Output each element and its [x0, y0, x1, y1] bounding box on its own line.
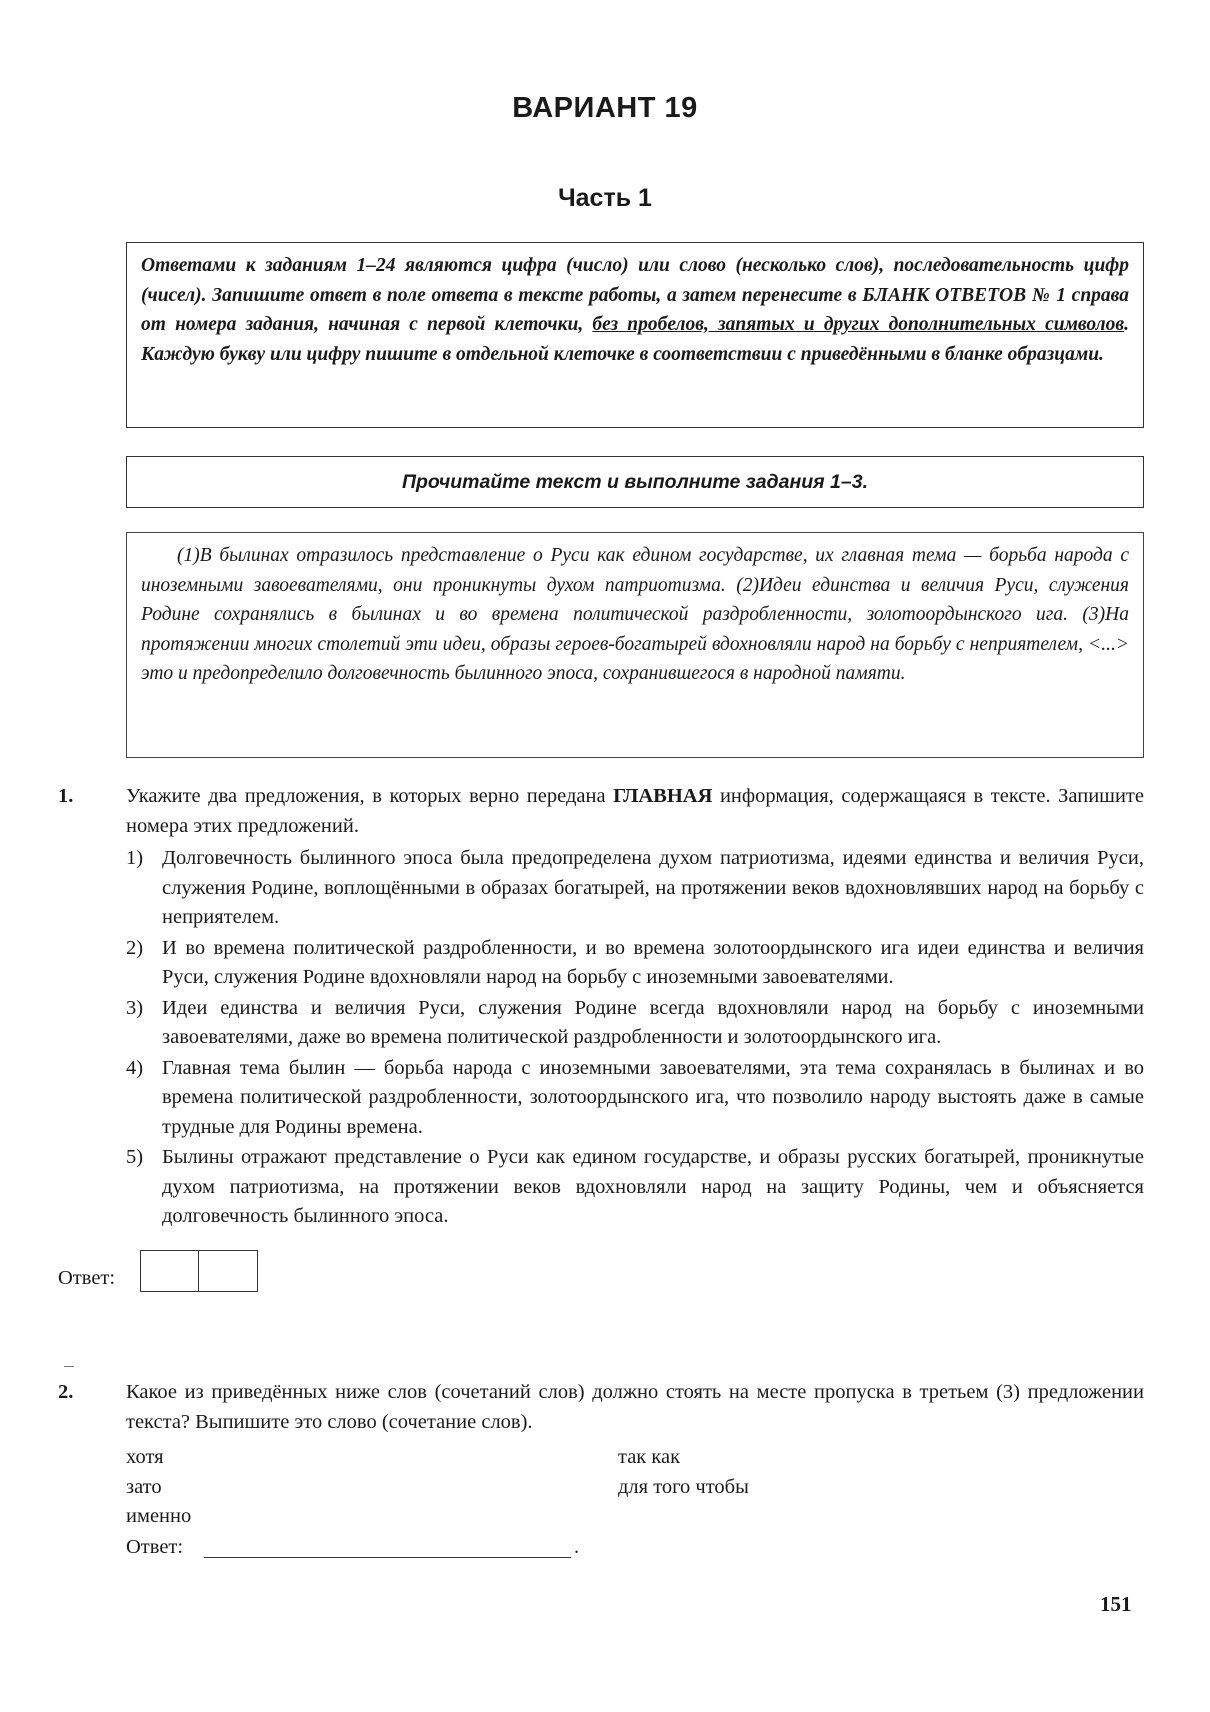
word-option: так как [618, 1446, 681, 1468]
task-prompt [126, 782, 1144, 841]
option-text: Идеи единства и величия Руси, служения Родине всегда вдохновляли народ на борьбу с иноземными завоевателями, даже во времена политической раздробленности и золотоордынского ига. [162, 996, 1144, 1048]
options-list [126, 844, 1144, 1232]
word-option: именно [126, 1505, 192, 1527]
task-prompt-end: информация, содержащаяся в тексте. Запишите номера этих предложений. [126, 785, 1144, 837]
passage-box [126, 532, 1144, 758]
read-instruction-box [126, 456, 1144, 508]
instructions-box [126, 242, 1144, 428]
option-item [126, 1143, 1144, 1232]
option-number: 4) [126, 1056, 144, 1079]
answer-period: . [574, 1536, 580, 1558]
page-number: 151 [1100, 1592, 1132, 1616]
task-prompt-bold: ГЛАВНАЯ [613, 785, 713, 807]
task-1 [58, 782, 1144, 1294]
read-instruction: Прочитайте текст и выполните задания 1–3. [402, 471, 868, 493]
word-option: для того чтобы [618, 1475, 749, 1498]
word-options [126, 1443, 1144, 1533]
answer-line-row [126, 1533, 1144, 1565]
margin-mark [64, 1366, 74, 1367]
option-item [126, 934, 1144, 993]
answer-line[interactable] [204, 1557, 571, 1558]
word-column-left [126, 1443, 191, 1532]
option-item [126, 844, 1144, 933]
option-text: Былины отражают представление о Руси как едином государстве, и образы русских богатырей, проникнутые духом патриотизма, на протяжении веков вдохновляли народ на защиту Родины, чем и объясняется долговечность былинного эпоса. [162, 1146, 1144, 1227]
option-item [126, 1054, 1144, 1143]
option-text: Долговечность былинного эпоса была предопределена духом патриотизма, идеями единства и величия Руси, служения Родине, воплощёнными в образах богатырей, на протяжении веков вдохновлявших народ на борьбу с неприятелем. [162, 847, 1144, 928]
option-number: 3) [126, 996, 144, 1019]
part-title: Часть 1 [558, 184, 652, 212]
task-prompt-start: Укажите два предложения, в которых верно передана [126, 785, 614, 807]
variant-title: ВАРИАНТ 19 [512, 92, 698, 124]
option-text: Главная тема былин — борьба народа с иноземными завоевателями, эта тема сохранялась в былинах и во времена политической раздробленности, золотоордынского ига, что позволило народу выстоять даже в самые трудные для Родины времена. [162, 1056, 1144, 1138]
option-number: 2) [126, 936, 144, 959]
word-column-right [618, 1443, 749, 1502]
answer-label: Ответ: [126, 1536, 184, 1558]
option-number: 1) [126, 847, 144, 869]
word-option: зато [126, 1475, 162, 1498]
instructions-underlined: без пробелов, запятых и других дополнительных символов [592, 314, 1125, 335]
task-number: 1. [58, 785, 74, 807]
option-item [126, 994, 1144, 1053]
task-body [126, 1378, 1144, 1565]
task-number: 2. [58, 1381, 74, 1403]
task-body [126, 782, 1144, 1232]
answer-cell[interactable] [199, 1250, 258, 1292]
option-text: И во времена политической раздробленности, и во времена золотоордынского ига идеи единства и величия Руси, служения Родине вдохновляли народ на борьбу с иноземными завоевателями. [162, 936, 1144, 988]
answer-row [58, 1250, 1144, 1294]
passage-text: (1)В былинах отразилось представление о Руси как едином государстве, их главная тема — борьба народа с иноземными завоевателями, они проникнуты духом патриотизма. (2)Идеи единства и величия Руси, служения Родине сохранялись в былинах и во времена политической раздробленности, золотоордынского ига. (3)На протяжении многих столетий эти идеи, образы героев-богатырей вдохновляли народ на борьбу с неприятелем, <...> это и предопределило долговечность былинного эпоса, сохранившегося в народной памяти. [141, 545, 1129, 684]
answer-cells [140, 1250, 258, 1292]
answer-label: Ответ: [58, 1266, 116, 1289]
answer-cell[interactable] [140, 1250, 199, 1292]
word-option: хотя [126, 1446, 164, 1468]
instructions-text-end: . Каждую букву или цифру пишите в отдельной клеточке в соответствии с приведёнными в бланке образцами. [141, 314, 1129, 365]
task-prompt: Какое из приведённых ниже слов (сочетаний слов) должно стоять на месте пропуска в третьем (3) предложении текста? Выпишите это слово (сочетание слов). [126, 1381, 1144, 1433]
task-2 [58, 1378, 1144, 1565]
option-number: 5) [126, 1146, 144, 1168]
instructions-text: Ответами к заданиям 1–24 являются цифра (число) или слово (несколько слов), последовательность цифр (чисел). Запишите ответ в поле ответа в тексте работы, а затем перенесите в БЛАНК ОТВЕТОВ № 1 справа от номера задания, начиная с первой клеточки, [141, 255, 1129, 335]
